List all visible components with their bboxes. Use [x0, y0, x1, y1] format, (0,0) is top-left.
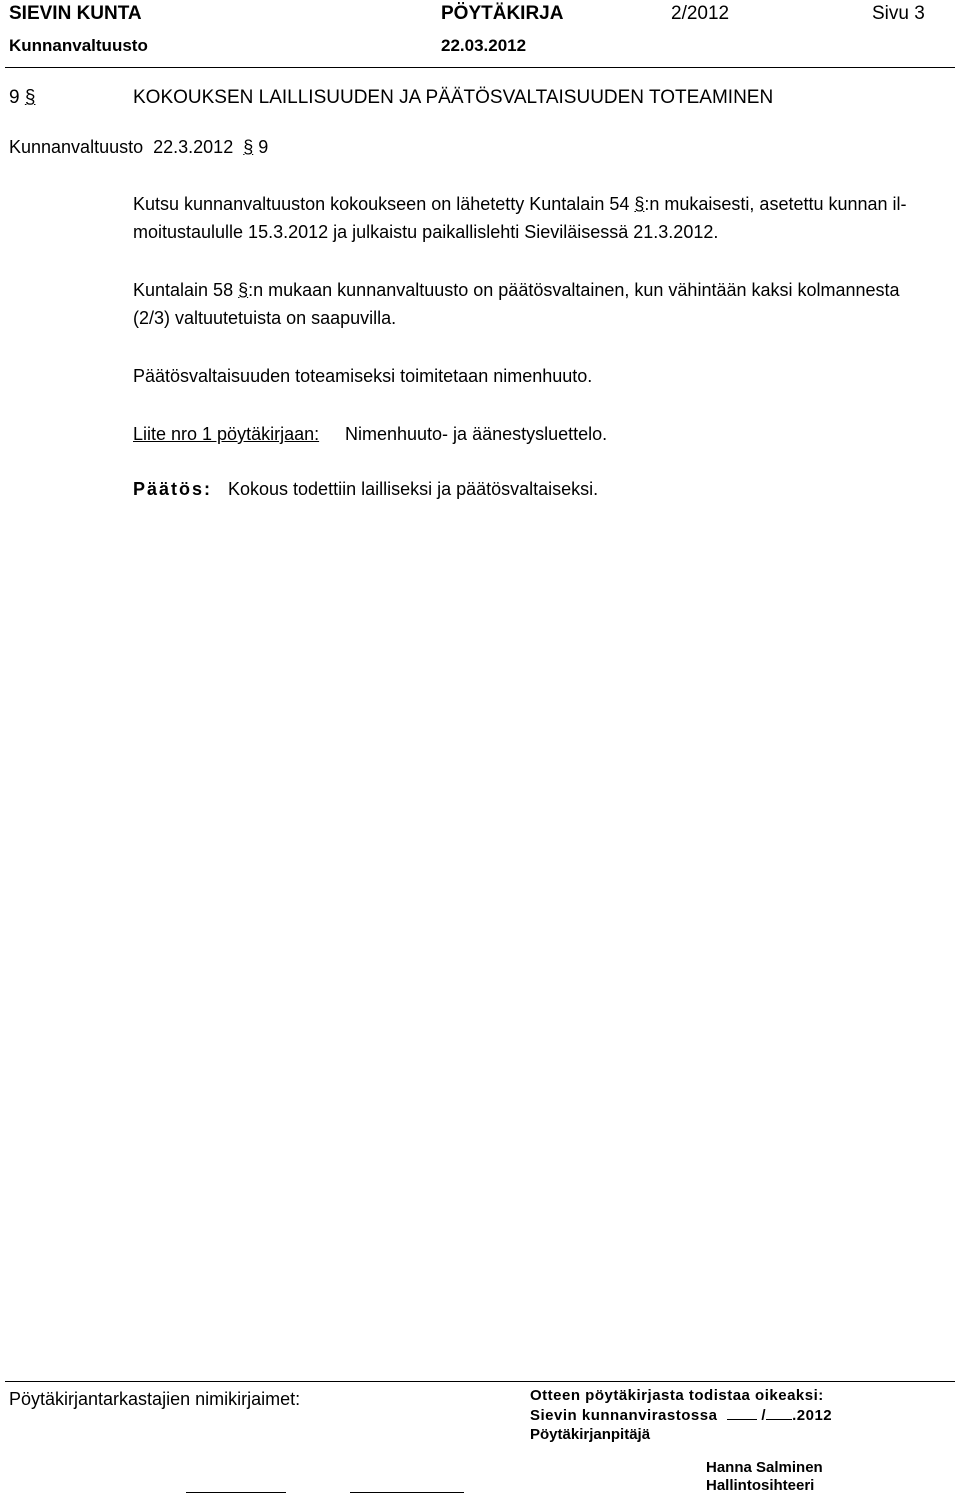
org-name: SIEVIN KUNTA: [9, 3, 142, 24]
section-symbol: §: [24, 87, 36, 108]
section-reference: Kunnanvaltuusto 22.3.2012 § 9: [9, 137, 269, 157]
keeper-label: Pöytäkirjanpitäjä: [530, 1426, 651, 1443]
doc-number: 2/2012: [671, 3, 730, 24]
section-heading-number: 9 §: [9, 87, 36, 108]
place-date-line: Sievin kunnanvirastossa / .2012: [530, 1407, 833, 1424]
decision-label: Päätös:: [133, 479, 213, 499]
paragraph-3: Päätösvaltaisuuden toteamiseksi toimitetaan nimenhuuto.: [133, 366, 593, 386]
inspectors-label: Pöytäkirjantarkastajien nimikirjaimet:: [9, 1389, 301, 1409]
section-symbol-ref: §: [243, 137, 254, 157]
header-rule: [5, 67, 955, 68]
certify-text: Otteen pöytäkirjasta todistaa oikeaksi:: [530, 1387, 824, 1404]
doc-type: PÖYTÄKIRJA: [441, 3, 564, 24]
decision-text: Kokous todettiin lailliseksi ja päätösvaltaiseksi.: [228, 479, 599, 499]
section-symbol-p2: §: [238, 280, 249, 300]
body-name: Kunnanvaltuusto: [9, 36, 148, 55]
paragraph-1-line-2: moitustaululle 15.3.2012 ja julkaistu paikallislehti Sieviläisessä 21.3.2012.: [133, 222, 719, 242]
signature-line-2: [350, 1492, 464, 1493]
keeper-name: Hanna Salminen: [706, 1459, 823, 1476]
paragraph-2-line-1: Kuntalain 58 §:n mukaan kunnanvaltuusto on päätösvaltainen, kun vähintään kaksi kolmannesta: [133, 280, 900, 300]
paragraph-2-line-2: (2/3) valtuutetuista on saapuvilla.: [133, 308, 397, 328]
page-number: Sivu 3: [872, 3, 925, 24]
signature-line-1: [186, 1492, 286, 1493]
section-title: KOKOUKSEN LAILLISUUDEN JA PÄÄTÖSVALTAISUUDEN TOTEAMINEN: [133, 87, 774, 108]
section-symbol-p1: §: [634, 194, 645, 214]
keeper-title: Hallintosihteeri: [706, 1477, 815, 1494]
day-blank: [727, 1405, 757, 1420]
meeting-date: 22.03.2012: [441, 36, 527, 55]
attachment-value: Nimenhuuto- ja äänestysluettelo.: [345, 424, 608, 444]
footer-rule: [5, 1381, 955, 1382]
attachment-label: Liite nro 1 pöytäkirjaan:: [133, 424, 320, 444]
month-blank: [766, 1405, 792, 1420]
paragraph-1-line-1: Kutsu kunnanvaltuuston kokoukseen on lähetetty Kuntalain 54 §:n mukaisesti, asetettu kunnan il-: [133, 194, 907, 214]
